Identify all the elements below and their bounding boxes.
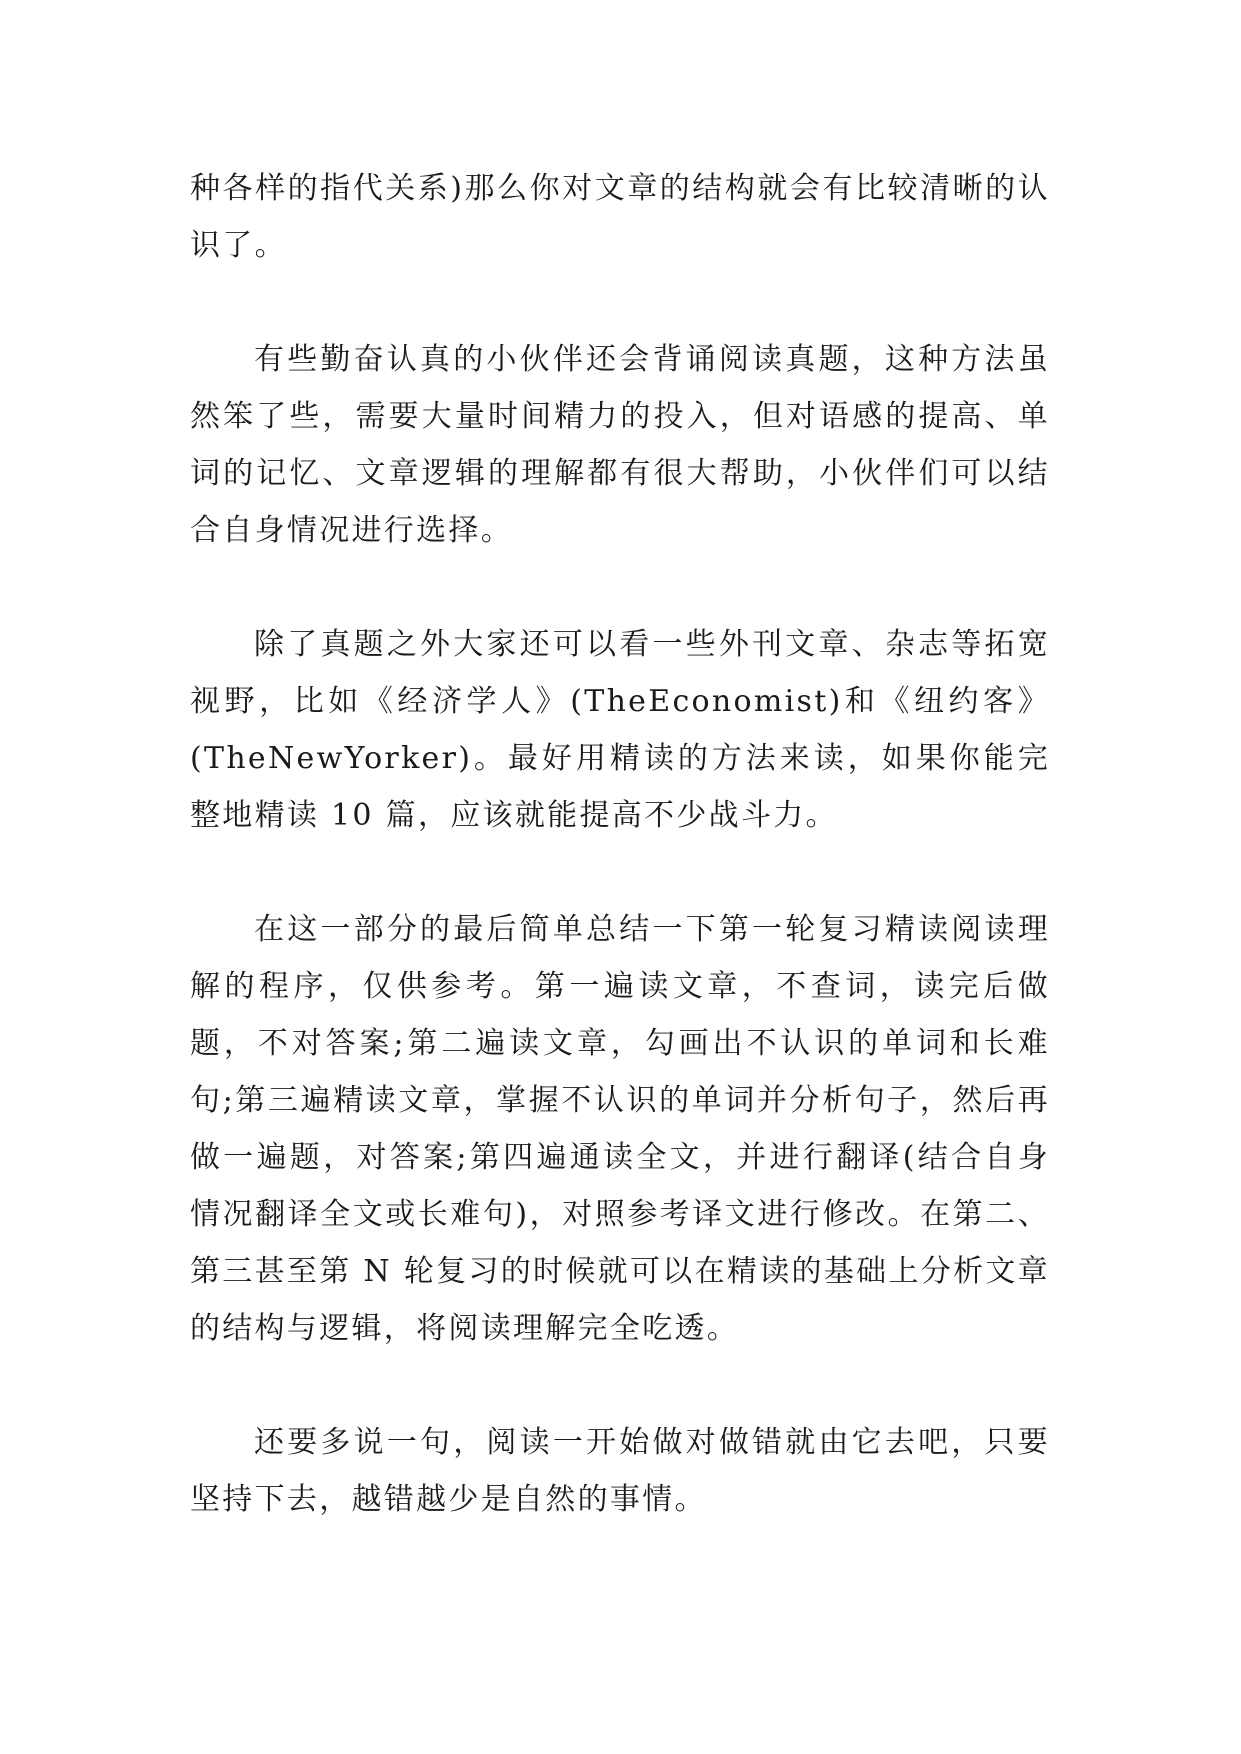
paragraph-closing-advice: 还要多说一句，阅读一开始做对做错就由它去吧，只要坚持下去，越错越少是自然的事情。 xyxy=(190,1425,1050,1517)
paragraph-recitation: 有些勤奋认真的小伙伴还会背诵阅读真题，这种方法虽然笨了些，需要大量时间精力的投入，但对语感的提高、单词的记忆、文章逻辑的理解都有很大帮助，小伙伴们可以结合自身情况进行选择。 xyxy=(190,342,1050,548)
paragraph-continuation: 种各样的指代关系)那么你对文章的结构就会有比较清晰的认识了。 xyxy=(190,171,1050,263)
paragraph-foreign-publications: 除了真题之外大家还可以看一些外刊文章、杂志等拓宽视野，比如《经济学人》(TheEconomist)和《纽约客》(TheNewYorker)。最好用精读的方法来读，如果你能完整地精读 10 篇，应该就能提高不少战斗力。 xyxy=(190,627,1050,833)
document-body xyxy=(190,160,1050,1585)
paragraph-reading-procedure: 在这一部分的最后简单总结一下第一轮复习精读阅读理解的程序，仅供参考。第一遍读文章，不查词，读完后做题，不对答案;第二遍读文章，勾画出不认识的单词和长难句;第三遍精读文章，掌握不认识的单词并分析句子，然后再做一遍题，对答案;第四遍通读全文，并进行翻译(结合自身情况翻译全文或长难句)，对照参考译文进行修改。在第二、第三甚至第 N 轮复习的时候就可以在精读的基础上分析文章的结构与逻辑，将阅读理解完全吃透。 xyxy=(190,912,1050,1346)
